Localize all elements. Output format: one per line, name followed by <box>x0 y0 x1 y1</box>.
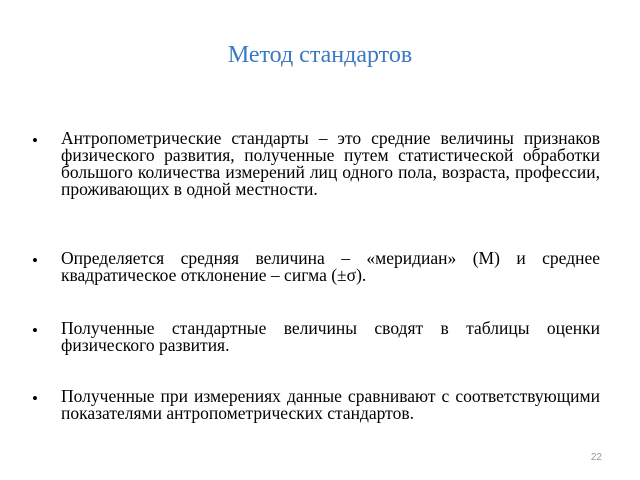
bullet-icon: • <box>32 321 38 340</box>
bullet-item-standards-definition <box>32 130 600 198</box>
bullet-item-tables <box>32 320 600 354</box>
bullet-icon: • <box>32 251 38 270</box>
bullet-text: Определяется средняя величина – «меридиан» (М) и среднее квадратическое отклонение – сигма (±σ). <box>61 248 600 285</box>
bullet-text: Антропометрические стандарты – это средние величины признаков физического развития, полученные путем статистической обработки большого количества измерений лиц одного пола, возраста, профессии, проживающих в одной местности. <box>61 128 600 199</box>
bullet-item-mean-and-sigma <box>32 250 600 284</box>
slide-number: 22 <box>590 452 602 463</box>
bullet-icon: • <box>32 389 38 408</box>
bullet-text: Полученные стандартные величины сводят в таблицы оценки физического развития. <box>61 318 600 355</box>
bullet-icon: • <box>32 131 38 150</box>
slide-title: Метод стандартов <box>227 42 413 68</box>
bullet-item-comparison <box>32 388 600 422</box>
bullet-text: Полученные при измерениях данные сравнивают с соответствующими показателями антропометрических стандартов. <box>61 386 600 423</box>
